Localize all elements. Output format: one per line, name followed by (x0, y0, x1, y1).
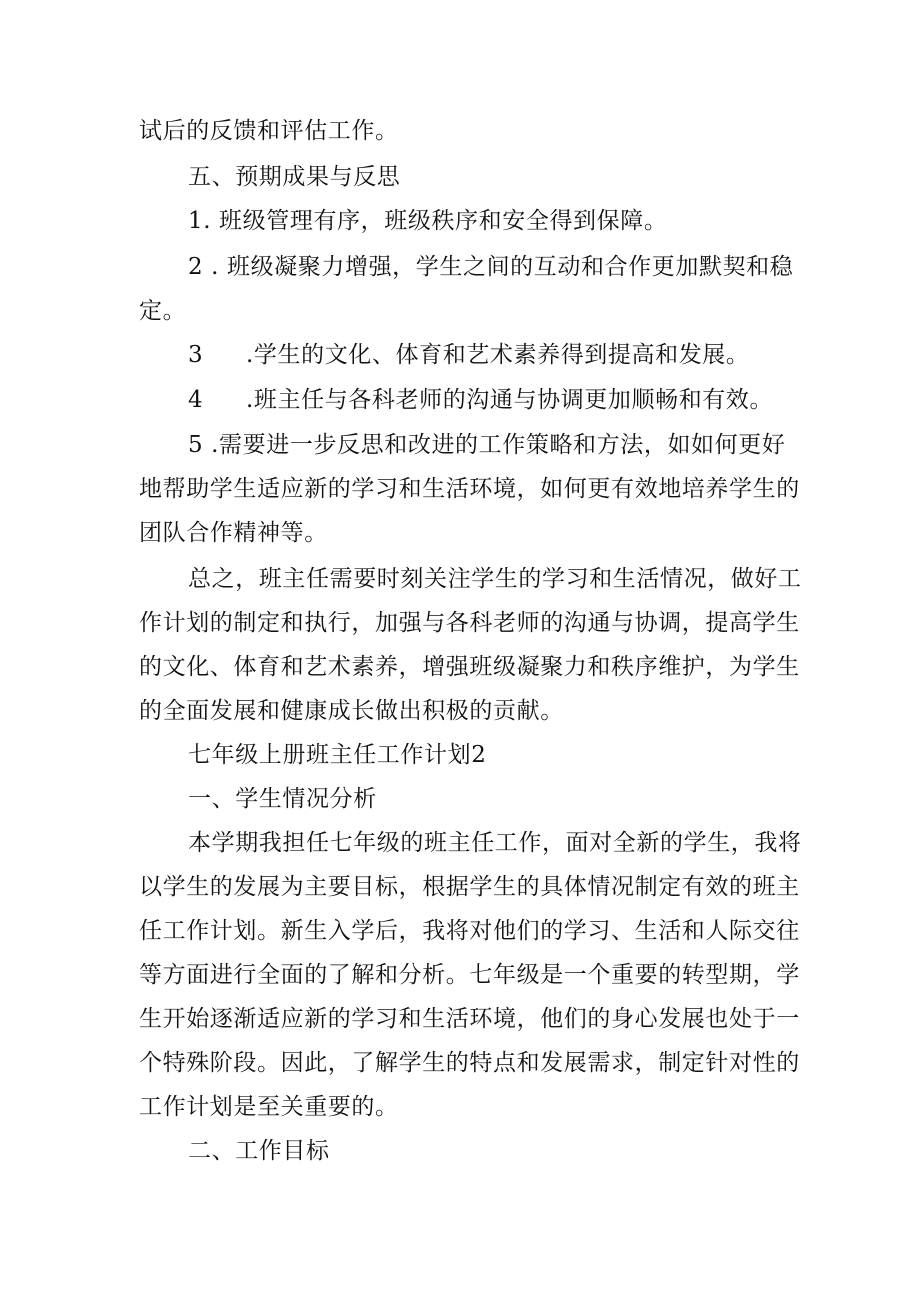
section-heading: 五、预期成果与反思 (188, 164, 401, 190)
paragraph-line: 以学生的发展为主要目标，根据学生的具体情况制定有效的班主 (139, 874, 800, 900)
paragraph-line: 工作计划是至关重要的。 (139, 1094, 399, 1120)
document-title: 七年级上册班主任工作计划2 (188, 742, 487, 768)
paragraph-line: 团队合作精神等。 (139, 520, 328, 546)
section-heading: 一、学生情况分析 (188, 786, 377, 812)
paragraph-line: 的全面发展和健康成长做出积极的贡献。 (139, 698, 564, 724)
paragraph-line: 地帮助学生适应新的学习和生活环境，如何更有效地培养学生的 (139, 476, 800, 502)
paragraph-line: 试后的反馈和评估工作。 (139, 118, 399, 144)
list-item: .班主任与各科老师的沟通与协调更加顺畅和有效。 (246, 387, 774, 413)
list-item: .学生的文化、体育和艺术素养得到提高和发展。 (246, 342, 750, 368)
paragraph-line: 定。 (139, 298, 187, 324)
list-item: 2 . 班级凝聚力增强，学生之间的互动和合作更加默契和稳 (188, 254, 794, 280)
list-number: 4 (188, 387, 203, 413)
paragraph-line: 作计划的制定和执行，加强与各科老师的沟通与协调，提高学生 (139, 610, 800, 636)
paragraph-line: 生开始逐渐适应新的学习和生活环境，他们的身心发展也处于一 (139, 1006, 800, 1032)
paragraph-line: 本学期我担任七年级的班主任工作，面对全新的学生，我将 (188, 830, 802, 856)
list-item: 5 .需要进一步反思和改进的工作策略和方法，如如何更好 (188, 432, 786, 458)
section-heading: 二、工作目标 (188, 1138, 330, 1164)
paragraph-line: 个特殊阶段。因此，了解学生的特点和发展需求，制定针对性的 (139, 1050, 800, 1076)
paragraph-line: 总之，班主任需要时刻关注学生的学习和生活情况，做好工 (188, 566, 802, 592)
paragraph-line: 等方面进行全面的了解和分析。七年级是一个重要的转型期，学 (139, 962, 800, 988)
list-number: 3 (188, 342, 203, 368)
list-item: 1. 班级管理有序，班级秩序和安全得到保障。 (188, 208, 668, 234)
paragraph-line: 的文化、体育和艺术素养，增强班级凝聚力和秩序维护，为学生 (139, 654, 800, 680)
paragraph-line: 任工作计划。新生入学后，我将对他们的学习、生活和人际交往 (139, 918, 800, 944)
